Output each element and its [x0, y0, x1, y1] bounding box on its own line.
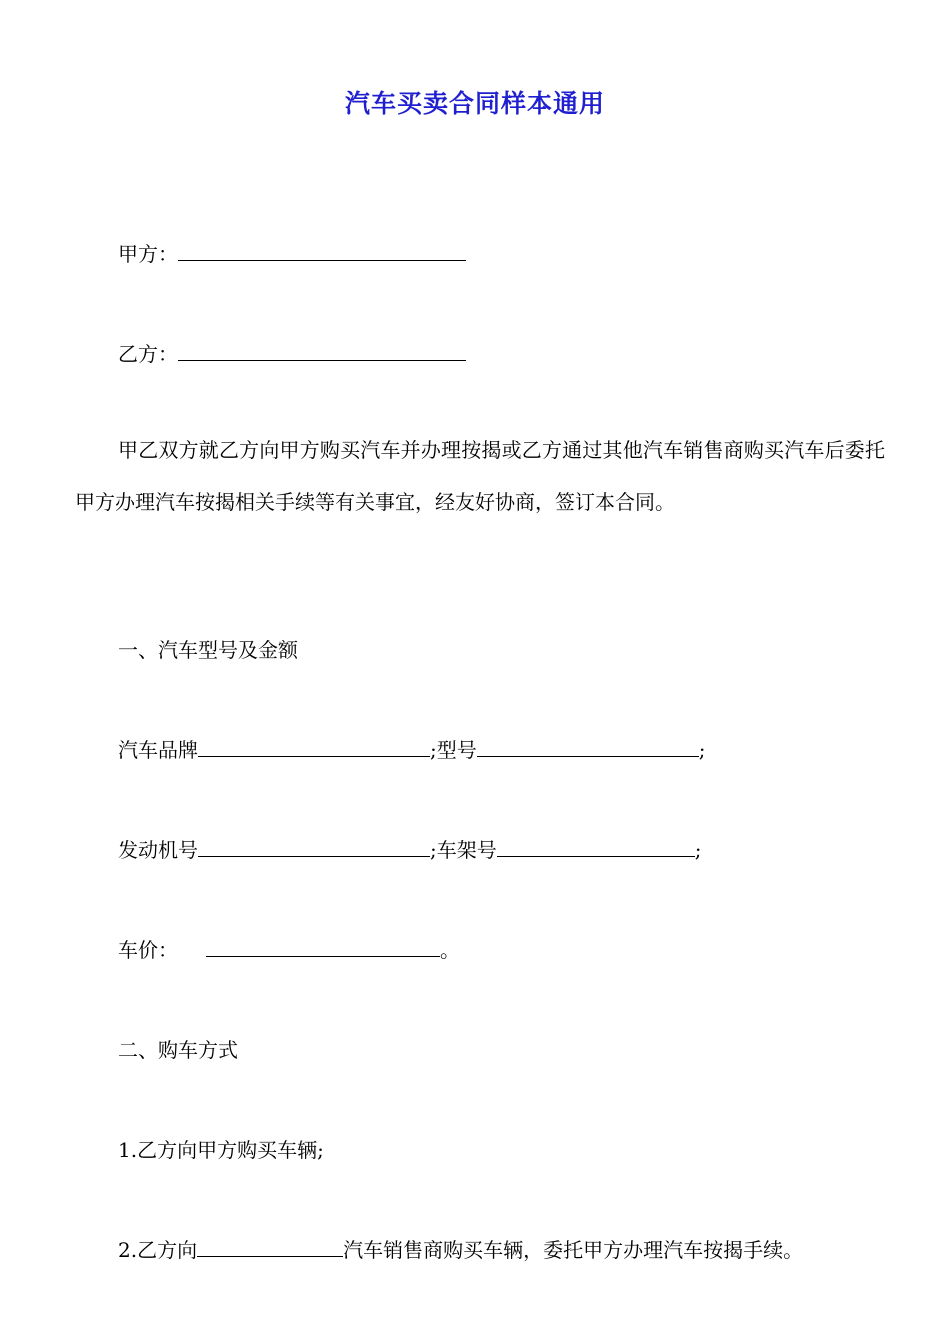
dealer-blank — [197, 1236, 343, 1257]
engine-blank — [198, 836, 430, 857]
model-blank — [477, 736, 699, 757]
party-b-label: 乙方： — [118, 342, 178, 366]
party-a-blank — [178, 240, 466, 261]
engine-label: 发动机号 — [118, 838, 198, 862]
party-b-line — [118, 340, 466, 368]
brand-model-semicolon: ; — [698, 738, 706, 762]
item-2-suffix: 汽车销售商购买车辆，委托甲方办理汽车按揭手续。 — [343, 1238, 804, 1262]
item-2 — [118, 1236, 803, 1264]
party-a-label: 甲方： — [118, 242, 178, 266]
engine-frame-semicolon: ; — [694, 838, 702, 862]
party-a-line — [118, 240, 466, 268]
engine-frame-line — [118, 836, 702, 864]
brand-model-line — [118, 736, 706, 764]
party-b-blank — [178, 340, 466, 361]
price-blank — [206, 936, 440, 957]
document-title: 汽车买卖合同样本通用 — [344, 89, 605, 118]
frame-label: ;车架号 — [430, 838, 497, 862]
item-1: 1.乙方向甲方购买车辆; — [118, 1138, 324, 1162]
intro-paragraph: 甲乙双方就乙方向甲方购买汽车并办理按揭或乙方通过其他汽车销售商购买汽车后委托甲方办理汽车按揭相关手续等有关事宜，经友好协商，签订本合同。 — [75, 438, 885, 514]
section1-heading: 一、汽车型号及金额 — [118, 638, 298, 662]
price-label: 车价： — [118, 938, 178, 962]
model-label: ;型号 — [430, 738, 477, 762]
item-2-prefix: 2.乙方向 — [118, 1238, 198, 1262]
section2-heading: 二、购车方式 — [118, 1038, 238, 1062]
brand-label: 汽车品牌 — [118, 738, 198, 762]
price-line — [118, 936, 460, 964]
brand-blank — [198, 736, 430, 757]
price-period: 。 — [440, 938, 460, 962]
frame-blank — [497, 836, 695, 857]
